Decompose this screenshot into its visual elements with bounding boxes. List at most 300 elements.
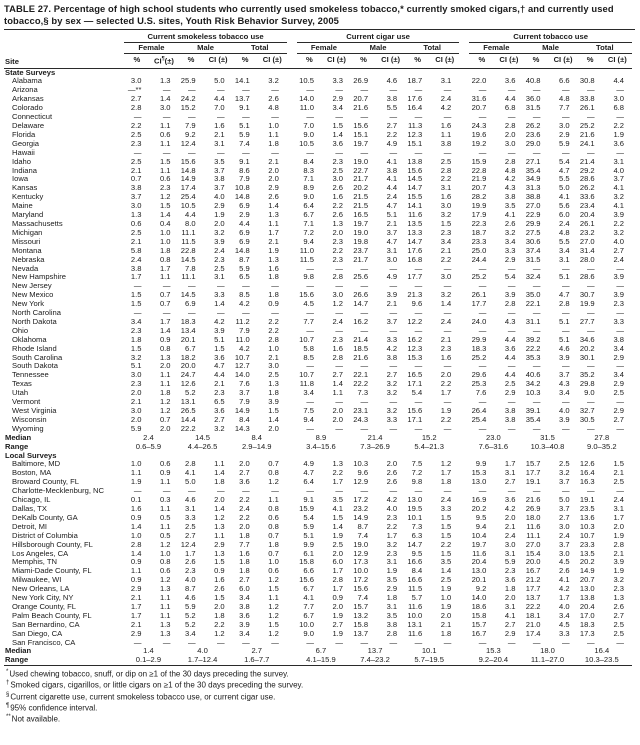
- site-name: New Hampshire: [12, 272, 67, 282]
- pct-value: 16.4: [407, 103, 423, 113]
- pct-value: 19.2: [471, 138, 487, 148]
- median-value: 1.4: [143, 646, 154, 656]
- ci-value: 2.9: [268, 183, 279, 193]
- ci-value: 0.8: [268, 521, 279, 531]
- pct-value: 11.6: [526, 521, 541, 531]
- footnote-marker: §: [6, 691, 10, 698]
- pct-value: 31.6: [471, 94, 487, 104]
- pct-value: 16.7: [525, 566, 541, 576]
- ci-value: 1.5: [159, 156, 171, 166]
- ci-value: 3.3: [214, 290, 225, 300]
- pct-value: 19.0: [353, 539, 369, 549]
- ci-value: 2.4: [440, 316, 452, 326]
- ci-value: 3.1: [214, 272, 225, 282]
- range-value: 5.7–19.5: [405, 656, 459, 665]
- pct-value: 2.3: [130, 379, 142, 389]
- ci-value: 5.1: [214, 334, 225, 344]
- pct-value: 8.4: [303, 156, 314, 166]
- footnote-marker: *: [6, 669, 9, 676]
- column-gap: [459, 478, 469, 487]
- ci-value: 0.6: [268, 566, 279, 576]
- pct-value: 11.0: [299, 103, 314, 113]
- column-gap: [287, 585, 297, 594]
- ci-value: 4.4: [504, 370, 516, 380]
- ci-value: 1.4: [268, 201, 279, 211]
- pct-value: —: [414, 637, 423, 647]
- ci-value: 2.0: [332, 601, 343, 611]
- site-name: Nebraska: [12, 254, 45, 264]
- pct-value: 14.1: [407, 201, 423, 211]
- pct-value: 5.4: [303, 512, 314, 522]
- ci-value: 3.0: [559, 548, 570, 558]
- ci-value: —: [335, 263, 343, 273]
- site-name: Palm Beach County, FL: [12, 610, 92, 620]
- pct-value: 25.6: [353, 272, 369, 282]
- ci-value: 5.0: [559, 183, 570, 193]
- pct-value: 33.8: [579, 94, 595, 104]
- range-value: 0.6–5.9: [135, 441, 162, 451]
- ci-value: —: [217, 637, 225, 647]
- pct-value: 27.0: [579, 236, 595, 246]
- ci-value: 1.2: [159, 192, 171, 202]
- column-gap: [287, 158, 297, 167]
- ci-value: 3.4: [559, 245, 570, 255]
- column-gap: [459, 220, 469, 229]
- pct-value: 35.0: [525, 290, 541, 300]
- site-name: New Jersey: [12, 281, 52, 291]
- pct-value: 7.4: [357, 530, 369, 540]
- ci-value: 4.4: [504, 334, 516, 344]
- pct-value: 1.4: [130, 521, 142, 531]
- column-gap: [459, 175, 469, 184]
- ci-value: 4.1: [386, 174, 398, 184]
- ci-value: 3.8: [504, 192, 516, 202]
- pct-value: 7.9: [239, 397, 250, 407]
- ci-value: 2.5: [504, 379, 516, 389]
- ci-value: 5.0: [559, 495, 570, 505]
- pct-value: —: [360, 397, 369, 407]
- ci-value: 4.1: [613, 201, 624, 211]
- pct-value: 9.5: [475, 512, 487, 522]
- ci-value: 1.7: [440, 388, 452, 398]
- pct-value: —: [587, 263, 595, 273]
- column-gap: [287, 514, 297, 523]
- pct-value: 19.5: [407, 503, 423, 513]
- range-value: 7.3–26.9: [360, 441, 390, 451]
- pct-value: 13.3: [407, 227, 423, 237]
- pct-value: 1.7: [130, 272, 142, 282]
- pct-value: 0.1: [130, 495, 142, 505]
- pct-value: 7.1: [303, 218, 314, 228]
- pct-value: 14.8: [234, 192, 250, 202]
- pct-value: 22.1: [353, 370, 369, 380]
- pct-value: 8.5: [303, 352, 314, 362]
- column-gap: [287, 238, 297, 247]
- pct-value: 31.5: [525, 254, 541, 264]
- ci-value: 2.0: [440, 370, 452, 380]
- pct-value: 16.3: [579, 477, 595, 487]
- pct-value: 2.5: [130, 129, 142, 139]
- site-name: New Orleans, LA: [12, 584, 70, 594]
- pct-value: 3.9: [239, 619, 250, 629]
- column-gap: [459, 621, 469, 630]
- pct-value: —: [532, 85, 541, 95]
- column-gap: [459, 167, 469, 176]
- ci-value: —: [389, 281, 398, 291]
- pct-value: 1.8: [239, 557, 250, 567]
- ci-column-header: CI (±): [430, 54, 459, 68]
- pct-value: 10.3: [579, 521, 595, 531]
- pct-value: 11.0: [235, 334, 250, 344]
- ci-value: 6.8: [613, 103, 624, 113]
- pct-value: 18.7: [407, 76, 423, 86]
- ci-value: 3.7: [559, 477, 570, 487]
- pct-value: 14.8: [234, 245, 250, 255]
- pct-value: 10.7: [579, 530, 595, 540]
- pct-value: 7.4: [239, 138, 250, 148]
- site-name: Dallas, TX: [12, 503, 47, 513]
- column-gap: [459, 211, 469, 220]
- ci-value: 3.0: [268, 361, 279, 371]
- footnotes: [4, 669, 635, 725]
- ci-value: —: [443, 112, 452, 122]
- ci-value: 1.4: [440, 299, 452, 309]
- pct-value: 1.3: [130, 210, 142, 220]
- pct-value: 8.3: [303, 165, 314, 175]
- pct-value: 9.0: [303, 129, 314, 139]
- range-value: 7.6–31.6: [478, 441, 509, 451]
- ci-value: —: [561, 361, 570, 371]
- column-gap: [459, 229, 469, 238]
- pct-value: —: [478, 423, 487, 433]
- ci-value: 3.7: [386, 227, 398, 237]
- pct-value: —: [306, 281, 314, 291]
- pct-value: 15.6: [180, 156, 196, 166]
- ci-value: 4.3: [504, 316, 516, 326]
- column-gap: [287, 425, 297, 434]
- ci-value: 1.2: [214, 512, 225, 522]
- site-header-spacer: [4, 43, 124, 54]
- pct-value: 26.1: [579, 103, 595, 113]
- pct-value: 4.1: [185, 468, 196, 478]
- ci-value: 1.2: [332, 299, 343, 309]
- pct-value: 2.0: [130, 388, 142, 398]
- ci-value: 3.2: [386, 539, 398, 549]
- column-gap: [459, 514, 469, 523]
- ci-value: —: [389, 486, 398, 496]
- ci-value: 7.0: [214, 103, 225, 113]
- ci-value: 2.3: [332, 236, 343, 246]
- site-name: West Virginia: [12, 406, 57, 415]
- pct-value: 24.7: [180, 370, 196, 380]
- pct-value: —: [587, 423, 595, 433]
- column-gap: [287, 265, 297, 274]
- column-gap: [459, 354, 469, 363]
- pct-value: —: [587, 147, 595, 157]
- pct-value: 27.1: [525, 156, 541, 166]
- pct-value: 24.1: [579, 138, 595, 148]
- ci-value: —: [561, 325, 570, 335]
- pct-value: —: [532, 423, 541, 433]
- pct-value: 15.4: [525, 548, 541, 558]
- pct-value: —: [133, 637, 142, 647]
- column-gap: [459, 158, 469, 167]
- pct-value: 20.4: [471, 557, 487, 567]
- ci-value: 2.4: [214, 245, 225, 255]
- pct-value: 19.1: [579, 495, 595, 505]
- pct-value: —: [306, 397, 314, 407]
- pct-value: 36.0: [525, 94, 541, 104]
- column-gap: [287, 318, 297, 327]
- pct-value: 5.2: [185, 610, 196, 620]
- ci-value: 1.1: [159, 138, 171, 148]
- ci-value: 2.0: [332, 548, 343, 558]
- pct-value: 25.9: [180, 76, 196, 86]
- pct-value: 2.1: [130, 397, 142, 407]
- column-gap: [459, 77, 469, 86]
- ci-value: 3.9: [559, 414, 570, 424]
- ci-value: 1.0: [268, 121, 279, 130]
- ci-value: 3.2: [613, 227, 624, 237]
- ci-value: 1.4: [214, 503, 225, 513]
- ci-value: 3.2: [613, 575, 624, 585]
- ci-value: 0.9: [159, 334, 171, 344]
- pct-value: 1.7: [185, 548, 196, 558]
- ci-value: 5.1: [559, 334, 570, 344]
- pct-value: 2.9: [130, 628, 142, 638]
- pct-value: 7.7: [303, 316, 314, 326]
- pct-value: 11.1: [181, 272, 196, 282]
- ci-value: 3.6: [504, 575, 516, 585]
- ci-value: —: [443, 361, 452, 371]
- ci-value: 2.3: [440, 227, 452, 237]
- column-gap: [287, 380, 297, 389]
- pct-value: 10.1: [407, 512, 423, 522]
- column-gap: [287, 336, 297, 345]
- median-value: 15.2: [421, 432, 437, 442]
- pct-value: 17.6: [407, 245, 423, 255]
- ci-value: 2.9: [504, 254, 516, 264]
- ci-value: 2.1: [613, 468, 624, 478]
- ci-value: 4.4: [504, 94, 516, 104]
- pct-value: 22.8: [180, 245, 196, 255]
- pct-value: 14.0: [471, 593, 487, 603]
- ci-value: —: [507, 325, 516, 335]
- ci-value: —: [507, 85, 516, 95]
- ci-value: 2.4: [440, 495, 452, 505]
- pct-value: 12.4: [180, 539, 196, 549]
- site-name: San Francisco, CA: [12, 637, 76, 647]
- pct-value: 23.2: [579, 227, 595, 237]
- ci-value: 2.2: [386, 521, 398, 531]
- ci-value: —: [616, 423, 624, 433]
- site-name: Hillsborough County, FL: [12, 539, 93, 549]
- pct-value: 5.1: [130, 361, 142, 371]
- pct-value: 15.8: [353, 619, 369, 629]
- pct-value: 16.5: [407, 370, 423, 380]
- column-gap: [459, 523, 469, 532]
- column-gap: [459, 558, 469, 567]
- pct-value: 3.0: [130, 406, 142, 415]
- median-value: 13.7: [367, 646, 383, 656]
- pct-value: 9.0: [303, 192, 314, 202]
- ci-value: 0.8: [159, 254, 171, 264]
- ci-value: —: [561, 637, 570, 647]
- pct-value: 7.5: [303, 406, 314, 415]
- pct-value: 1.0: [130, 459, 142, 469]
- ci-value: —: [443, 397, 452, 407]
- column-gap: [459, 434, 469, 443]
- ci-value: 2.4: [440, 94, 452, 104]
- ci-value: 3.2: [386, 379, 398, 389]
- pct-value: 6.5: [239, 272, 250, 282]
- pct-value: 20.4: [579, 210, 595, 220]
- pct-value: 1.9: [130, 477, 142, 487]
- pct-value: —: [478, 85, 487, 95]
- ci-value: 3.9: [613, 290, 624, 300]
- ci-value: 2.8: [504, 121, 516, 130]
- ci-value: 2.0: [613, 521, 624, 531]
- ci-value: 3.8: [214, 174, 225, 184]
- pct-value: —: [133, 147, 142, 157]
- pct-value: —: [306, 112, 314, 122]
- ci-value: 3.2: [440, 290, 452, 300]
- pct-value: 5.9: [239, 129, 250, 139]
- column-gap: [287, 443, 297, 452]
- ci-value: 1.8: [268, 539, 279, 549]
- ci-value: 2.4: [613, 254, 624, 264]
- column-gap: [287, 416, 297, 425]
- column-gap: [459, 86, 469, 95]
- ci-value: 2.6: [504, 218, 516, 228]
- ci-value: 1.8: [268, 138, 279, 148]
- site-name: Tennessee: [12, 370, 49, 380]
- pct-value: 20.0: [180, 361, 196, 371]
- column-gap: [459, 104, 469, 113]
- pct-value: 1.5: [130, 343, 142, 353]
- pct-value: 0.9: [130, 575, 142, 585]
- column-gap: [459, 265, 469, 274]
- pct-value: 6.6: [303, 566, 314, 576]
- group-header-cigar: Current cigar use: [297, 31, 459, 42]
- pct-value: 17.7: [525, 584, 541, 594]
- column-gap: [459, 43, 469, 54]
- ci-value: 2.9: [386, 584, 398, 594]
- pct-value: 5.8: [303, 343, 314, 353]
- ci-value: 1.5: [214, 343, 225, 353]
- pct-value: 16.6: [407, 575, 423, 585]
- pct-value: —: [532, 308, 541, 318]
- pct-value: 7.1: [303, 174, 314, 184]
- pct-value: 22.0: [471, 76, 487, 86]
- ci-value: 1.3: [159, 619, 171, 629]
- pct-value: 9.1: [239, 156, 250, 166]
- pct-value: 18.0: [525, 512, 541, 522]
- ci-value: 2.6: [268, 192, 279, 202]
- ci-value: 4.1: [613, 183, 624, 193]
- column-gap: [459, 184, 469, 193]
- ci-value: 1.8: [440, 628, 452, 638]
- ci-value: 1.2: [159, 406, 171, 415]
- median-value: 2.4: [143, 432, 154, 442]
- pct-value: —: [478, 281, 487, 291]
- ci-value: 1.8: [214, 610, 225, 620]
- pct-value: 13.1: [407, 619, 423, 629]
- pct-value: 25.2: [471, 272, 487, 282]
- ci-value: 2.2: [386, 129, 398, 139]
- pct-value: 25.4: [180, 192, 196, 202]
- ci-value: 2.8: [268, 334, 279, 344]
- pct-value: 21.5: [353, 192, 369, 202]
- ci-value: 1.9: [440, 601, 452, 611]
- pct-value: 9.0: [303, 628, 314, 638]
- pct-value: 1.6: [130, 503, 142, 513]
- ci-value: 3.5: [332, 495, 343, 505]
- pct-value: —: [133, 281, 142, 291]
- ci-value: —: [271, 85, 279, 95]
- pct-value: 14.9: [234, 406, 250, 415]
- ci-value: 1.8: [268, 388, 279, 398]
- ci-value: 2.0: [268, 174, 279, 184]
- pct-value: 32.4: [525, 272, 541, 282]
- ci-value: 0.8: [268, 468, 279, 478]
- ci-value: 3.9: [559, 352, 570, 362]
- pct-value: —: [587, 637, 595, 647]
- ci-value: 3.2: [559, 468, 570, 478]
- ci-value: 5.9: [559, 138, 570, 148]
- pct-value: —: [478, 263, 487, 273]
- pct-value: 11.6: [472, 548, 487, 558]
- pct-value: 26.5: [180, 406, 196, 415]
- ci-value: 3.1: [440, 76, 452, 86]
- ci-value: 2.0: [159, 361, 171, 371]
- ci-value: 1.7: [332, 477, 343, 487]
- ci-value: 2.5: [440, 156, 452, 166]
- ci-value: —: [561, 486, 570, 496]
- pct-value: 15.6: [353, 121, 369, 130]
- ci-value: 3.2: [440, 210, 452, 220]
- site-name: Missouri: [12, 236, 41, 246]
- ci-value: 1.6: [440, 192, 452, 202]
- ci-value: 2.2: [214, 619, 225, 629]
- pct-value: 0.9: [130, 512, 142, 522]
- column-gap: [287, 291, 297, 300]
- column-gap: [287, 478, 297, 487]
- pct-value: 20.7: [353, 94, 369, 104]
- ci-value: 2.9: [559, 129, 570, 139]
- column-gap: [459, 193, 469, 202]
- site-name: Los Angeles, CA: [12, 548, 69, 558]
- column-gap: [287, 211, 297, 220]
- ci-value: 2.7: [613, 610, 624, 620]
- column-gap: [287, 550, 297, 559]
- ci-value: 1.8: [386, 593, 398, 603]
- ci-value: 3.1: [386, 557, 398, 567]
- pct-value: 2.7: [239, 575, 250, 585]
- ci-value: 3.7: [214, 183, 225, 193]
- ci-value: 2.2: [268, 325, 279, 335]
- ci-value: 1.1: [268, 593, 279, 603]
- ci-value: 2.5: [332, 165, 343, 175]
- pct-value: 21.4: [579, 156, 595, 166]
- ci-value: 3.4: [440, 236, 452, 246]
- pct-value: —: [360, 308, 369, 318]
- pct-value: —: [242, 85, 250, 95]
- pct-value: 30.5: [579, 414, 595, 424]
- column-gap: [459, 345, 469, 354]
- pct-value: 5.2: [185, 619, 196, 629]
- pct-value: 29.8: [579, 379, 595, 389]
